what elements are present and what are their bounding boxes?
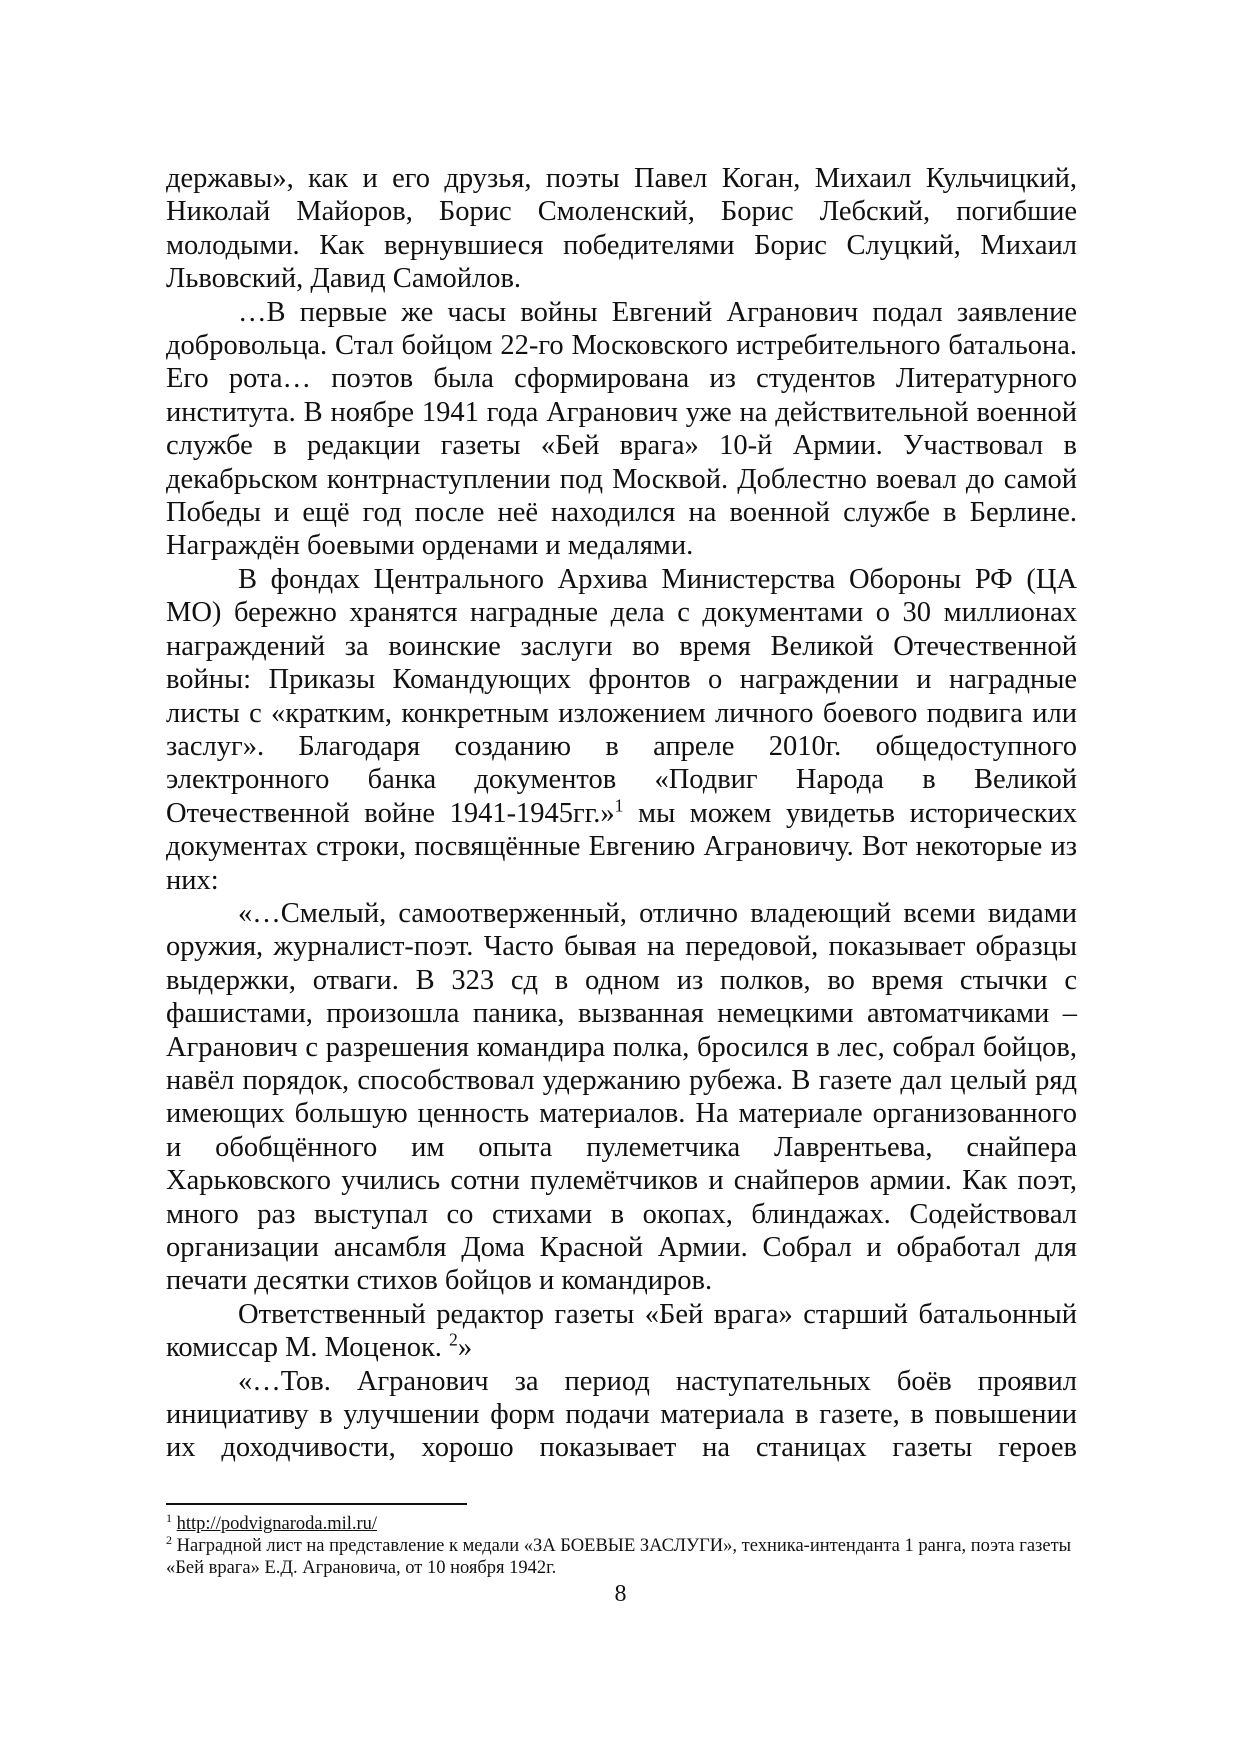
paragraph-1: державы», как и его друзья, поэты Павел Коган, Михаил Кульчицкий, Николай Майоров, Борис Смоленский, Борис Лебский, погибшие молодыми. Как вернувшиеся победителями Борис Слуцкий, Михаил Львовский, Давид Самойлов. (166, 163, 1077, 295)
footnote-2-text: Наградной лист на представление к медали «ЗА БОЕВЫЕ ЗАСЛУГИ», техника-интенданта 1 ранга, поэта газеты «Бей врага» Е.Д. Аграновича, от 10 ноября 1942г. (166, 1536, 1072, 1578)
footnote-2 (166, 1532, 1077, 1579)
paragraph-5-text-before: Ответственный редактор газеты «Бей врага» старший батальонный комиссар М. Моценок. (166, 1298, 1077, 1364)
paragraph-3-text-after: мы можем увидетьв исторических документах строки, посвящённые Евгению Аграновичу. Вот некоторые из них: (166, 797, 1078, 896)
footnote-1-link[interactable]: http://podvignaroda.mil.ru/ (176, 1514, 378, 1534)
footnote-1-mark: 1 (166, 1510, 173, 1525)
footnote-2-mark: 2 (166, 1532, 173, 1547)
paragraph-3 (166, 563, 1077, 897)
footnote-ref-1[interactable]: 1 (614, 795, 624, 816)
footnotes (166, 1510, 1077, 1579)
paragraph-6-quote: «…Тов. Агранович за период наступательных боёв проявил инициативу в улучшении форм подачи материала в газете, в повышении их доходчивости, хорошо показывает на станицах газеты героев (166, 1365, 1077, 1464)
paragraph-4-quote: «…Смелый, самоотверженный, отлично владеющий всеми видами оружия, журналист-поэт. Часто бывая на передовой, показывает образцы выдержки, отваги. В 323 сд в одном из полков, во время стычки с фашистами, произошла паника, вызванная немецкими автоматчиками – Агранович с разрешения командира полка, бросился в лес, собрал бойцов, навёл порядок, способствовал удержанию рубежа. В газете дал целый ряд имеющих большую ценность материалов. На материале организованного и обобщённого им опыта пулеметчика Лаврентьева, снайпера Харьковского учились сотни пулемётчиков и снайперов армии. Как поэт, много раз выступал со стихами в окопах, блиндажах. Содействовал организации ансамбля Дома Красной Армии. Собрал и обработал для печати десятки стихов бойцов и командиров. (166, 897, 1077, 1297)
body-text (166, 162, 1077, 1465)
paragraph-5-text-after: » (457, 1332, 473, 1364)
footnote-1 (166, 1510, 1077, 1535)
footnote-ref-2[interactable]: 2 (449, 1329, 458, 1350)
paragraph-3-text-before: В фондах Центрального Архива Министерства Обороны РФ (ЦА МО) бережно хранятся наградные дела с документами о 30 миллионах награждений за воинские заслуги во время Великой Отечественной войны: Приказы Командующих фронтов о награждении и наградные листы с «кратким, конкретным изложением личного боевого подвига или заслуг». Благодаря созданию в апреле 2010г. общедоступного электронного банка документов «Подвиг Народа в Великой Отечественной войне 1941-1945гг.» (166, 563, 1077, 829)
paragraph-2: …В первые же часы войны Евгений Агранович подал заявление добровольца. Стал бойцом 22-го Московского истребительного батальона. Его рота… поэтов была сформирована из студентов Литературного института. В ноябре 1941 года Агранович уже на действительной военной службе в редакции газеты «Бей врага» 10-й Армии. Участвовал в декабрьском контрнаступлении под Москвой. Доблестно воевал до самой Победы и ещё год после неё находился на военной службе в Берлине. Награждён боевыми орденами и медалями. (166, 296, 1077, 562)
paragraph-5-signature (166, 1298, 1077, 1365)
footnote-separator (166, 1503, 467, 1505)
page-number: 8 (614, 1581, 627, 1607)
